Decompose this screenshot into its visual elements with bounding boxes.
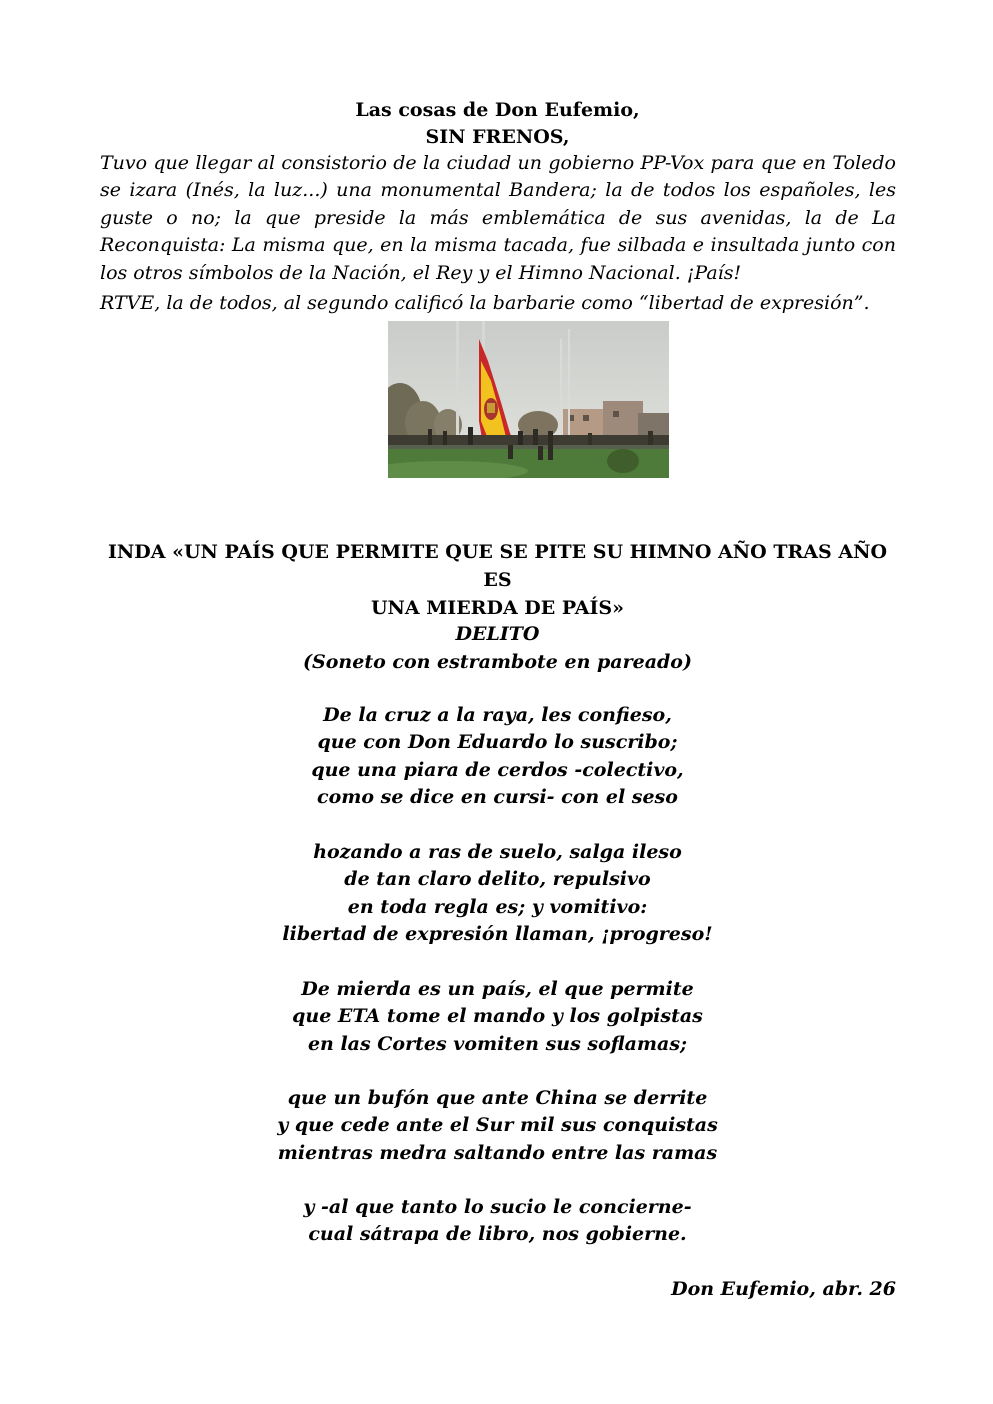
verse-line: De mierda es un país, el que permite xyxy=(301,978,694,1000)
verse-line: De la cruz a la raya, les confieso, xyxy=(323,704,672,726)
headline-line-2: UNA MIERDA DE PAÍS» xyxy=(370,597,625,619)
verse-line: que un bufón que ante China se derrite xyxy=(287,1087,708,1109)
verse-line: hozando a ras de suelo, salga ileso xyxy=(313,841,682,863)
stanza-3 xyxy=(100,976,895,1058)
verse-line: en las Cortes vomiten sus soflamas; xyxy=(307,1032,688,1055)
title-line-2: SIN FRENOS, xyxy=(425,126,570,148)
title-line-1: Las cosas de Don Eufemio, xyxy=(355,99,640,121)
poem-subtitle: (Soneto con estrambote en pareado) xyxy=(303,651,692,673)
verse-line: mientras medra saltando entre las ramas xyxy=(277,1141,718,1164)
verse-line: en toda regla es; y vomitivo: xyxy=(347,895,648,918)
flag-ceremony-photo xyxy=(388,321,669,478)
signature: Don Eufemio, abr. 26 xyxy=(671,1278,896,1300)
headline xyxy=(100,538,895,622)
verse-line: y que cede ante el Sur mil sus conquistas xyxy=(277,1114,718,1137)
intro-paragraph: Tuvo que llegar al consistorio de la ciudad un gobierno PP-Vox para que en Toledo se izara (Inés, la luz...) una monumental Bandera; la de todos los españoles, les guste o no; la que preside la más emblemática de sus avenidas, la de La Reconquista: La misma que, en la misma tacada, fue silbada e insultada junto con los otros símbolos de la Nación, el Rey y el Himno Nacional. ¡País! xyxy=(100,152,896,284)
intro-text xyxy=(100,150,896,317)
stanza-1 xyxy=(100,702,895,812)
poem-heading xyxy=(100,620,895,676)
intro-rtve-line: RTVE, la de todos, al segundo calificó la barbarie como “libertad de expresión”. xyxy=(100,292,870,315)
verse-line: de tan claro delito, repulsivo xyxy=(344,868,651,891)
verse-line: como se dice en cursi- con el seso xyxy=(317,786,678,809)
verse-line: que una piara de cerdos -colectivo, xyxy=(311,758,684,781)
verse-line: y -al que tanto lo sucio le concierne- xyxy=(303,1196,692,1218)
verse-line: libertad de expresión llaman, ¡progreso! xyxy=(282,923,713,946)
stanza-5-estrambote xyxy=(100,1194,895,1249)
stanza-4 xyxy=(100,1085,895,1167)
verse-line: que con Don Eduardo lo suscribo; xyxy=(317,731,678,754)
verse-line: cual sátrapa de libro, nos gobierne. xyxy=(308,1223,687,1246)
verse-line: que ETA tome el mando y los golpistas xyxy=(292,1005,703,1028)
stanza-2 xyxy=(100,839,895,949)
headline-line-1: INDA «UN PAÍS QUE PERMITE QUE SE PITE SU HIMNO AÑO TRAS AÑO ES xyxy=(107,541,887,591)
poem-title: DELITO xyxy=(455,623,540,645)
